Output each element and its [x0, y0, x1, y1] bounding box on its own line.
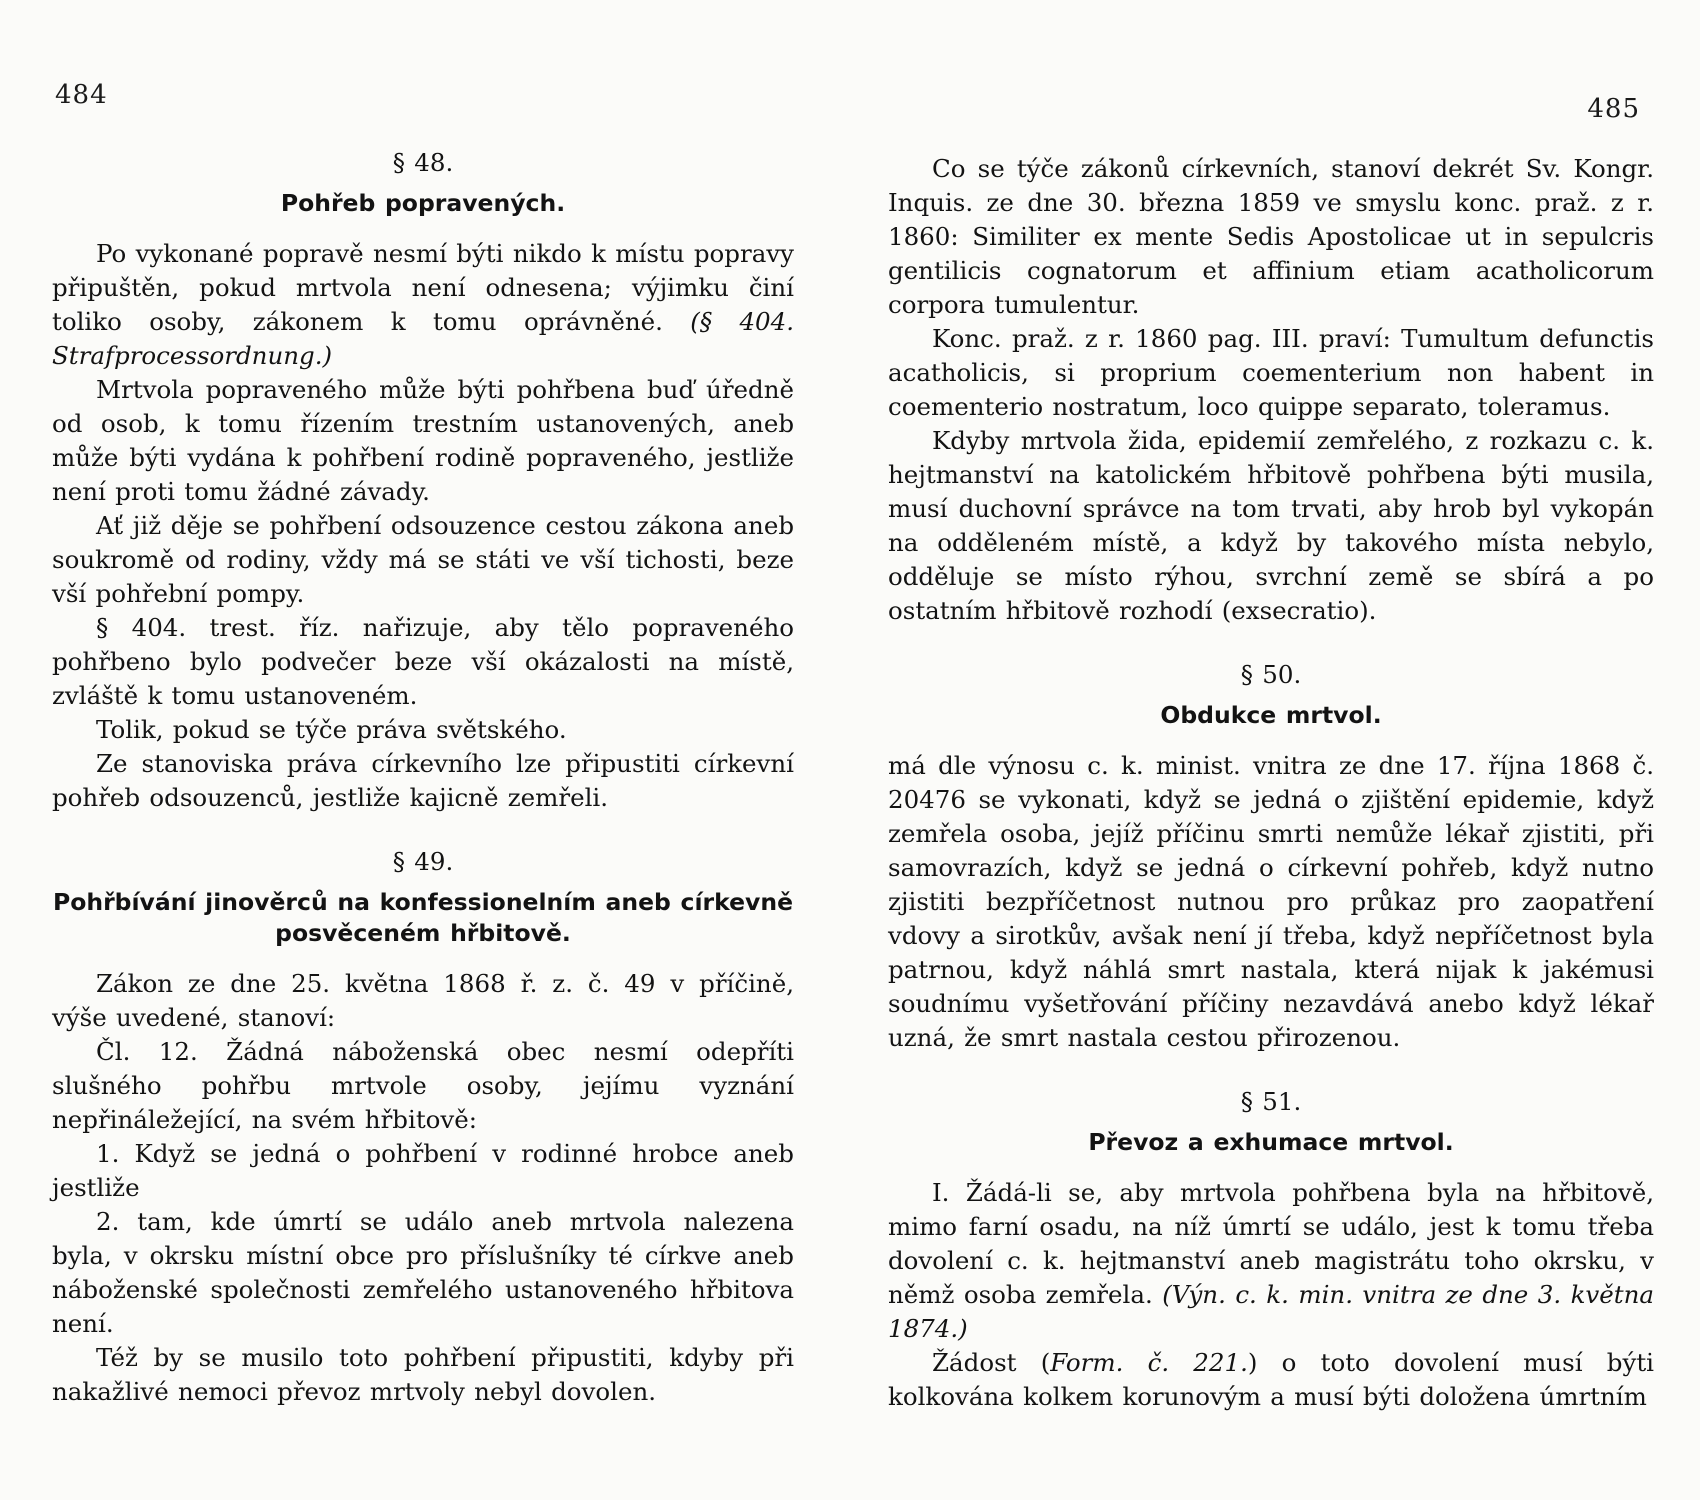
- section-51-number: § 51.: [1240, 1087, 1302, 1116]
- section-49-number: § 49.: [392, 847, 454, 876]
- section-48-paragraph-5: Tolik, pokud se týče práva světského.: [96, 715, 567, 744]
- right-page-column: [888, 152, 1654, 1414]
- page-number-left: 484: [55, 80, 108, 110]
- section-50-number: § 50.: [1240, 660, 1302, 689]
- section-51-paragraph-1-text: I. Žádá-li se, aby mrtvola pohřbena byla na hřbitově, mimo farní osadu, na níž úmrtí se událo, jest k tomu třeba dovolení c. k. hejtmanství aneb magistrátu toho okrsku, v němž osoba zemřela.: [888, 1178, 1654, 1309]
- section-49-list-item-2: 2. tam, kde úmrtí se událo aneb mrtvola nalezena byla, v okrsku místní obce pro příslušníky té církve aneb náboženské společnosti zemřelého ustanoveného hřbitova není.: [52, 1207, 794, 1338]
- section-48-paragraph-2: Mrtvola popraveného může býti pohřbena buď úředně od osob, k tomu řízením trestním ustanovených, aneb může býti vydána k pohřbení rodině popraveného, jestliže není proti tomu žádné závady.: [52, 375, 794, 506]
- section-48-paragraph-4: § 404. trest. říz. nařizuje, aby tělo popraveného pohřbeno bylo podvečer beze vší okázalosti na místě, zvláště k tomu ustanoveném.: [52, 613, 794, 710]
- section-50-paragraph-1: má dle výnosu c. k. minist. vnitra ze dne 17. října 1868 č. 20476 se vykonati, když se jedná o zjištění epidemie, když zemřela osoba, jejíž příčinu smrti nemůže lékař zjistiti, při samovrazích, když se jedná o církevní pohřeb, když nutno zjistiti bezpříčetnost nutnou pro průkaz pro zaopatření vdovy a sirotkův, avšak není jí třeba, když nepříčetnost byla patrnou, když náhlá smrt nastala, která nijak k jakémusi soudnímu vyšetřování příčiny nezavdává anebo když lékař uzná, že smrt nastala cestou přirozenou.: [888, 751, 1654, 1052]
- section-48-paragraph-1-text: Po vykonané popravě nesmí býti nikdo k místu popravy připuštěn, pokud mrtvola není odnesena; výjimku činí toliko osoby, zákonem k tomu oprávněné.: [52, 239, 794, 336]
- section-51-paragraph-2-after: ) o toto dovolení musí býti kolkována kolkem korunovým a musí býti doložena úmrtním: [888, 1348, 1655, 1411]
- section-48-number: § 48.: [392, 148, 454, 177]
- section-51-paragraph-2-citation: Form. č. 221.: [1050, 1348, 1248, 1377]
- page-number-right: 485: [1587, 94, 1640, 124]
- section-51-title: Převoz a exhumace mrtvol.: [1088, 1128, 1454, 1156]
- section-51-paragraph-1-citation: (Výn. c. k. min. vnitra ze dne 3. května 1874.): [888, 1280, 1654, 1343]
- section-49-paragraph-2: Čl. 12. Žádná náboženská obec nesmí odepříti slušného pohřbu mrtvole osoby, jejímu vyznání nepřináležející, na svém hřbitově:: [52, 1037, 794, 1134]
- continuation-paragraph-3: Kdyby mrtvola žida, epidemií zemřelého, z rozkazu c. k. hejtmanství na katolickém hřbitově pohřbena býti musila, musí duchovní správce na tom trvati, aby hrob byl vykopán na odděleném místě, a když by takového místa nebylo, odděluje se místo rýhou, svrchní země se sbírá a po ostatním hřbitově rozhodí (exsecratio).: [888, 426, 1654, 625]
- section-48-paragraph-6: Ze stanoviska práva církevního lze připustiti církevní pohřeb odsouzenců, jestliže kajicně zemřeli.: [52, 749, 794, 812]
- continuation-paragraph-1: Co se týče zákonů církevních, stanoví dekrét Sv. Kongr. Inquis. ze dne 30. března 1859 ve smyslu konc. praž. z r. 1860: Similiter ex mente Sedis Apostolicae ut in sepulcris gentilicis cognatorum et affinium etiam acatholicorum corpora tumulentur.: [888, 154, 1654, 319]
- section-51-paragraph-2-before: Žádost (: [932, 1348, 1051, 1377]
- section-49-list-item-1: 1. Když se jedná o pohřbení v rodinné hrobce aneb jestliže: [52, 1139, 794, 1202]
- section-51-paragraph-2: [888, 1346, 1654, 1414]
- continuation-paragraph-2: Konc. praž. z r. 1860 pag. III. praví: Tumultum defunctis acatholicis, si proprium coementerium non habent in coementerio nostratum, loco quippe separato, toleramus.: [888, 324, 1654, 421]
- section-49-title: Pohřbívání jinověrců na konfessionelním aneb církevně posvěceném hřbitově.: [52, 888, 794, 947]
- section-48-title: Pohřeb popravených.: [280, 189, 566, 217]
- left-page-column: [52, 146, 794, 1409]
- section-51-paragraph-1: [888, 1176, 1654, 1346]
- section-49-paragraph-1: Zákon ze dne 25. května 1868 ř. z. č. 49 v příčině, výše uvedené, stanoví:: [52, 969, 794, 1032]
- section-48-paragraph-3: Ať již děje se pohřbení odsouzence cestou zákona aneb soukromě od rodiny, vždy má se státi ve vší tichosti, beze vší pohřební pompy.: [52, 511, 794, 608]
- section-48-paragraph-1: [52, 237, 794, 373]
- section-49-paragraph-3: Též by se musilo toto pohřbení připustiti, kdyby při nakažlivé nemoci převoz mrtvoly nebyl dovolen.: [52, 1343, 794, 1406]
- section-48-paragraph-1-citation: (§ 404. Strafprocessordnung.): [52, 307, 794, 370]
- section-50-title: Obdukce mrtvol.: [1160, 701, 1382, 729]
